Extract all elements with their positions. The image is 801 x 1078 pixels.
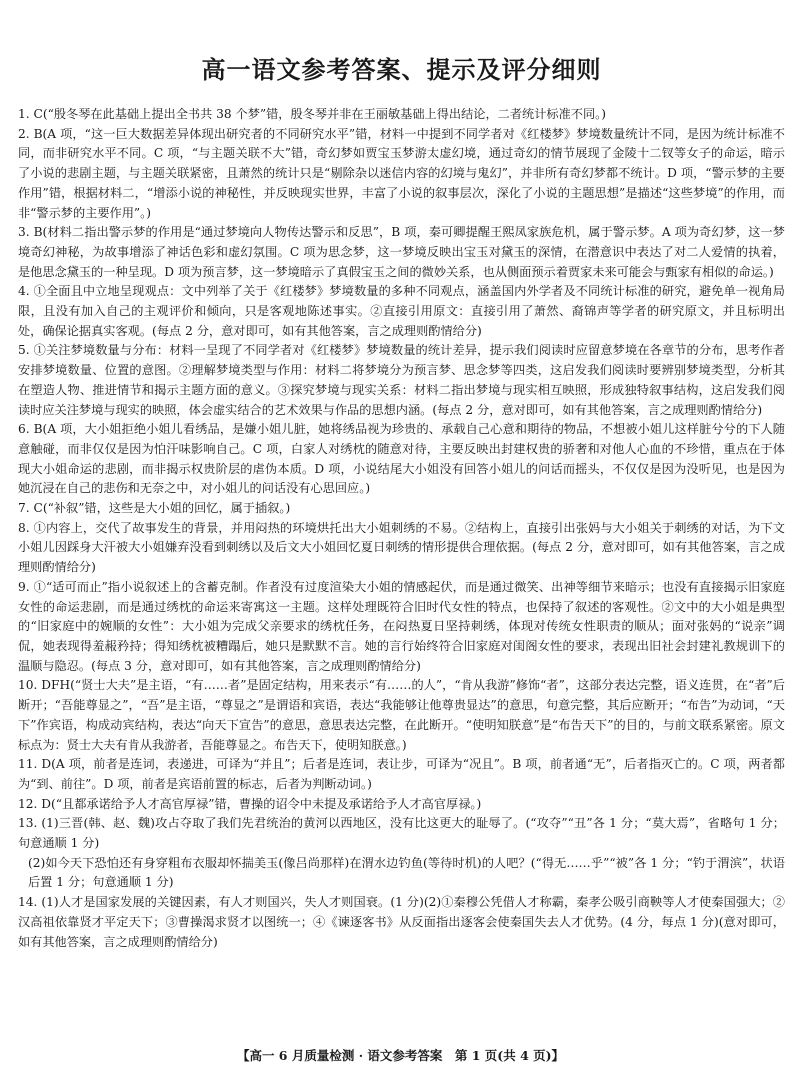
page-footer: 【高一 6 月质量检测 · 语文参考答案 第 1 页(共 4 页)】 — [236, 1048, 565, 1063]
answer-item: 14. (1)人才是国家发展的关键因素，有人才则国兴，失人才则国衰。(1 分)(2)①秦穆公凭借人才称霸，秦孝公吸引商鞅等人才使秦国强大；②汉高祖依靠贤才平定天下；③曹操渴求贤才以图统一；④《谏逐客书》从反面指出逐客会使秦国失去人才优势。(4 分，每点 1 分)(意对即可，如有其他答案，言之成理则酌情给分) — [18, 895, 785, 949]
answer-item: 5. ①关注梦境数量与分布：材料一呈现了不同学者对《红楼梦》梦境数量的统计差异，提示我们阅读时应留意梦境在各章节的分布，思考作者安排梦境数量、位置的意图。②理解梦境类型与作用：材料二将梦境分为预言梦、思念梦等四类，这启发我们阅读时要辨别梦境类型，分析其在塑造人物、推进情节和揭示主题方面的意义。③探究梦境与现实关系：材料二指出梦境与现实相互映照，形成独特叙事结构，这启发我们阅读时应关注梦境与现实的映照，体会虚实结合的艺术效果与作品的思想内涵。(每点 2 分，意对即可，如有其他答案，言之成理则酌情给分) — [18, 343, 785, 417]
answer-item: 12. D(“且都承诺给予人才高官厚禄”错，曹操的诏令中未提及承诺给予人才高官厚禄。) — [18, 796, 482, 811]
answer-item: 11. D(A 项，前者是连词，表递进，可译为“并且”；后者是连词，表让步，可译为“况且”。B 项，前者通“无”，后者指灭亡的。C 项，两者都为“到、前往”。D 项，前者是宾语前置的标志，后者为判断动词。) — [18, 757, 785, 791]
answer-item: 13. (1)三晋(韩、赵、魏)攻占夺取了我们先君统治的黄河以西地区，没有比这更大的耻辱了。(“攻夺”“丑”各 1 分；“莫大焉”，省略句 1 分；句意通顺 1 分) — [18, 816, 785, 851]
answer-item: 7. C(“补叙”错，这些是大小姐的回忆，属于插叙。) — [18, 501, 291, 516]
answer-item: 8. ①内容上，交代了故事发生的背景，并用闷热的环境烘托出大小姐刺绣的不易。②结构上，直接引出张妈与大小姐关于刺绣的对话，为下文小姐儿因踩身大汗被大小姐嫌弃没看到刺绣以及后文大小姐回忆夏日刺绣的情形提供合理依据。(每点 2 分，意对即可，如有其他答案，言之成理则酌情给分) — [18, 520, 785, 575]
page-title: 高一语文参考答案、提示及评分细则 — [201, 56, 602, 84]
answer-item: 10. DFH(“贤士大夫”是主语，“有……者”是固定结构，用来表示“有……的人”，“肯从我游”修饰“者”，这部分表达完整，语义连贯，在“者”后断开；“吾能尊显之”，“吾”是主语，“尊显之”是谓语和宾语，表达“我能够让他尊贵显达”的意思，句意完整，其后应断开；“布告”为动词，“天下”作宾语，构成动宾结构，表达“向天下宣告”的意思，意思表达完整，在此断开。“使明知朕意”是“布告天下”的目的，与前文联系紧密。原文标点为：贤士大夫有肯从我游者，吾能尊显之。布告天下，使明知朕意。) — [18, 678, 785, 752]
answer-item: 4. ①全面且中立地呈现观点：文中列举了关于《红楼梦》梦境数量的多种不同观点，涵盖国内外学者及不同统计标准的研究，避免单一视角局限，且没有加入自己的主观评价和倾向，只是客观地陈述事实。②直接引用原文：直接引用了萧然、裔锦声等学者的研究原文，并且标明出处，确保论据真实客观。(每点 2 分，意对即可，如有其他答案，言之成理则酌情给分) — [18, 284, 785, 338]
answer-list — [14, 105, 789, 952]
answer-item-sub: (2)如今天下恐怕还有身穿粗布衣服却怀揣美玉(像吕尚那样)在渭水边钓鱼(等待时机)的人吧？(“得无……乎”“被”各 1 分；“钓于渭滨”，状语后置 1 分；句意通顺 1 分) — [28, 855, 785, 890]
answer-item: 1. C(“殷冬琴在此基础上提出全书共 38 个梦”错，殷冬琴并非在王丽敏基础上得出结论，二者统计标准不同。) — [18, 107, 607, 121]
answer-item: 9. ①“适可而止”指小说叙述上的含蓄克制。作者没有过度渲染大小姐的情感起伏，而是通过微笑、出神等细节来暗示；也没有直接揭示旧家庭女性的命运悲剧，而是通过绣枕的命运来寄寓这一主题。这样处理既符合旧时代女性的特点，也保持了叙述的客观性。②文中的大小姐是典型的“旧家庭中的婉顺的女性”：大小姐为完成父亲要求的绣枕任务，在闷热夏日坚持刺绣，体现对传统女性职责的顺从；面对张妈的“说亲”调侃，她表现得羞赧矜持；得知绣枕被糟蹋后，她只是默默不言。她的言行始终符合旧家庭对闺阁女性的要求，表现出旧社会封建礼教规训下的温顺与隐忍。(每点 3 分，意对即可，如有其他答案，言之成理则酌情给分) — [18, 579, 785, 673]
answer-item: 2. B(A 项，“这一巨大数据差异体现出研究者的不同研究水平”错，材料一中提到不同学者对《红楼梦》梦境数量统计不同，是因为统计标准不同，而非研究水平不同。C 项，“与主题关联不大”错，奇幻梦如贾宝玉梦游太虚幻境，通过奇幻的情节展现了金陵十二钗等女子的命运，暗示了小说的悲剧主题，与主题关联紧密，且萧然的统计只是“剔除杂以迷信内容的幻境与鬼幻”，并非所有奇幻梦都不统计。D 项，“警示梦的主要作用”错，根据材料二，“增添小说的神秘性，并反映现实世界，丰富了小说的叙事层次，深化了小说的主题思想”是描述“这些梦境”的作用，而非“警示梦的主要作用”。) — [18, 126, 785, 220]
answer-item: 3. B(材料二指出警示梦的作用是“通过梦境向人物传达警示和反思”，B 项，秦可卿提醒王熙凤家族危机，属于警示梦。A 项为奇幻梦，这一梦境奇幻神秘，为故事增添了神话色彩和虚幻氛围。C 项为思念梦，这一梦境反映出宝玉对黛玉的深情，在潜意识中表达了对二人爱情的执着，是他思念黛玉的一种呈现。D 项为预言梦，这一梦境暗示了真假宝玉之间的微妙关系，也从侧面预示着贾家未来可能会与甄家有相似的命运。) — [18, 225, 785, 279]
answer-item: 6. B(A 项，大小姐拒绝小姐儿看绣品，是嫌小姐儿脏，她将绣品视为珍贵的、承载自己心意和期待的物品，不想被小姐儿这样脏兮兮的下人随意触碰，而非仅仅是因为怕汗味影响自己。C 项，白家人对绣枕的随意对待，主要反映出封建权贵的骄奢和对他人心血的不珍惜，重点在于体现大小姐命运的悲剧，而非揭示权贵阶层的虐伪本质。D 项，小说结尾大小姐没有回答小姐儿的问话而摇头，不仅仅是因为没听见，也是因为她沉浸在自己的悲伤和无奈之中，对小姐儿的问话没有心思回应。) — [18, 422, 785, 496]
